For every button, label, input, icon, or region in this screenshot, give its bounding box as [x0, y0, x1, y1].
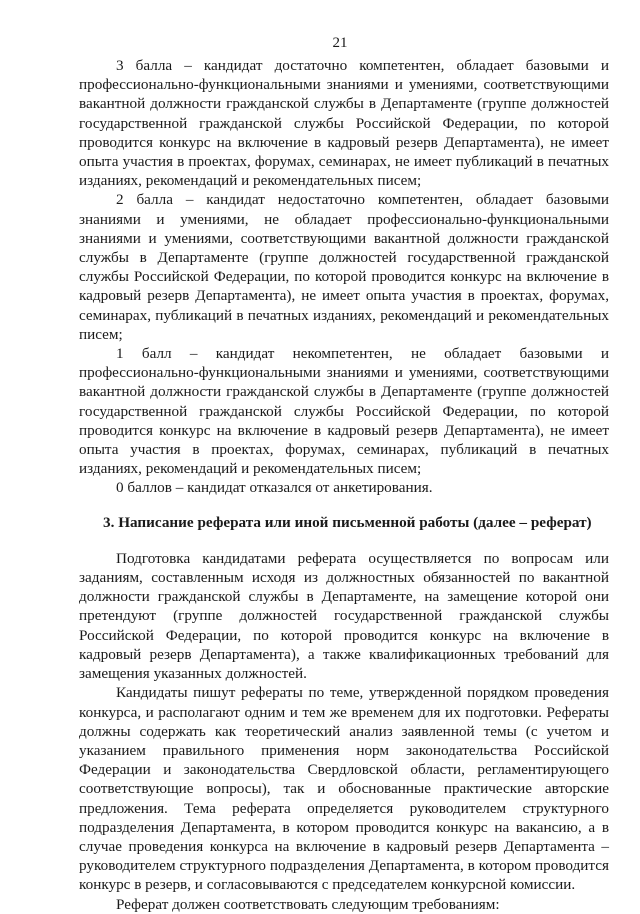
paragraph-essay-preparation: Подготовка кандидатами реферата осуществляется по вопросам или заданиям, составленным исходя из должностных обязанностей по вакантной должности гражданской службы в Департаменте, на замещение которой они претендуют (группе должностей государственной гражданской службы Российской Федерации, по которой проводится конкурс на включение в кадровый резерв Департамента), а также квалификационных требований для замещения указанных должностей. [79, 549, 609, 683]
paragraph-essay-requirements: Реферат должен соответствовать следующим требованиям: [116, 895, 500, 913]
spacer [79, 498, 609, 513]
paragraph-score-0: 0 баллов – кандидат отказался от анкетирования. [116, 479, 433, 497]
section-heading: 3. Написание реферата или иной письменной работы (далее – реферат) [103, 513, 592, 531]
paragraph-score-3: 3 балла – кандидат достаточно компетентен, обладает базовыми и профессионально-функциональными знаниями и умениями, соответствующими вакантной должности гражданской службы в Департаменте (группе должностей государственной гражданской службы Российской Федерации, по которой проводится конкурс на включение в кадровый резерв Департамента), не имеет опыта участия в проектах, форумах, семинарах, не имеет публикаций в печатных изданиях, рекомендаций и рекомендательных писем; [79, 57, 609, 190]
spacer [79, 532, 609, 549]
paragraph-score-1: 1 балл – кандидат некомпетентен, не обладает базовыми и профессионально-функциональными знаниями и умениями, соответствующими вакантной должности гражданской службы в Департаменте (группе должностей государственной гражданской службы Российской Федерации, по которой проводится конкурс на включение в кадровый резерв Департамента), не имеет опыта участия в проектах, форумах, семинарах, публикаций в печатных изданиях, рекомендаций и рекомендательных писем; [79, 345, 609, 478]
page-number: 21 [332, 35, 348, 51]
paragraph-essay-writing: Кандидаты пишут рефераты по теме, утвержденной порядком проведения конкурса, и располагают одним и тем же временем для их подготовки. Рефераты должны содержать как теоретический анализ заявленной темы (с учетом и указанием правильного применения норм законодательства Российской Федерации и законодательства Свердловской области, регламентирующего соответствующие вопросы), так и обоснованные практические авторские предложения. Тема реферата определяется руководителем структурного подразделения Департамента, в котором проводится конкурс на вакансию, а в случае проведения конкурса на включение в кадровый резерв Департамента – руководителем структурного подразделения Департамента, в котором проводится конкурс в резерв, и согласовываются с председателем конкурсной комиссии. [79, 684, 609, 894]
document-page [79, 34, 609, 914]
paragraph-score-2: 2 балла – кандидат недостаточно компетентен, обладает базовыми знаниями и умениями, не обладает профессионально-функциональными знаниями и умениями, соответствующими вакантной должности гражданской службы в Департаменте (группе должностей государственной гражданской службы Российской Федерации, по которой проводится конкурс на включение в кадровый резерв Департамента), не имеет опыта участия в проектах, форумах, семинарах, публикаций в печатных изданиях, рекомендаций и рекомендательных писем; [79, 191, 609, 343]
